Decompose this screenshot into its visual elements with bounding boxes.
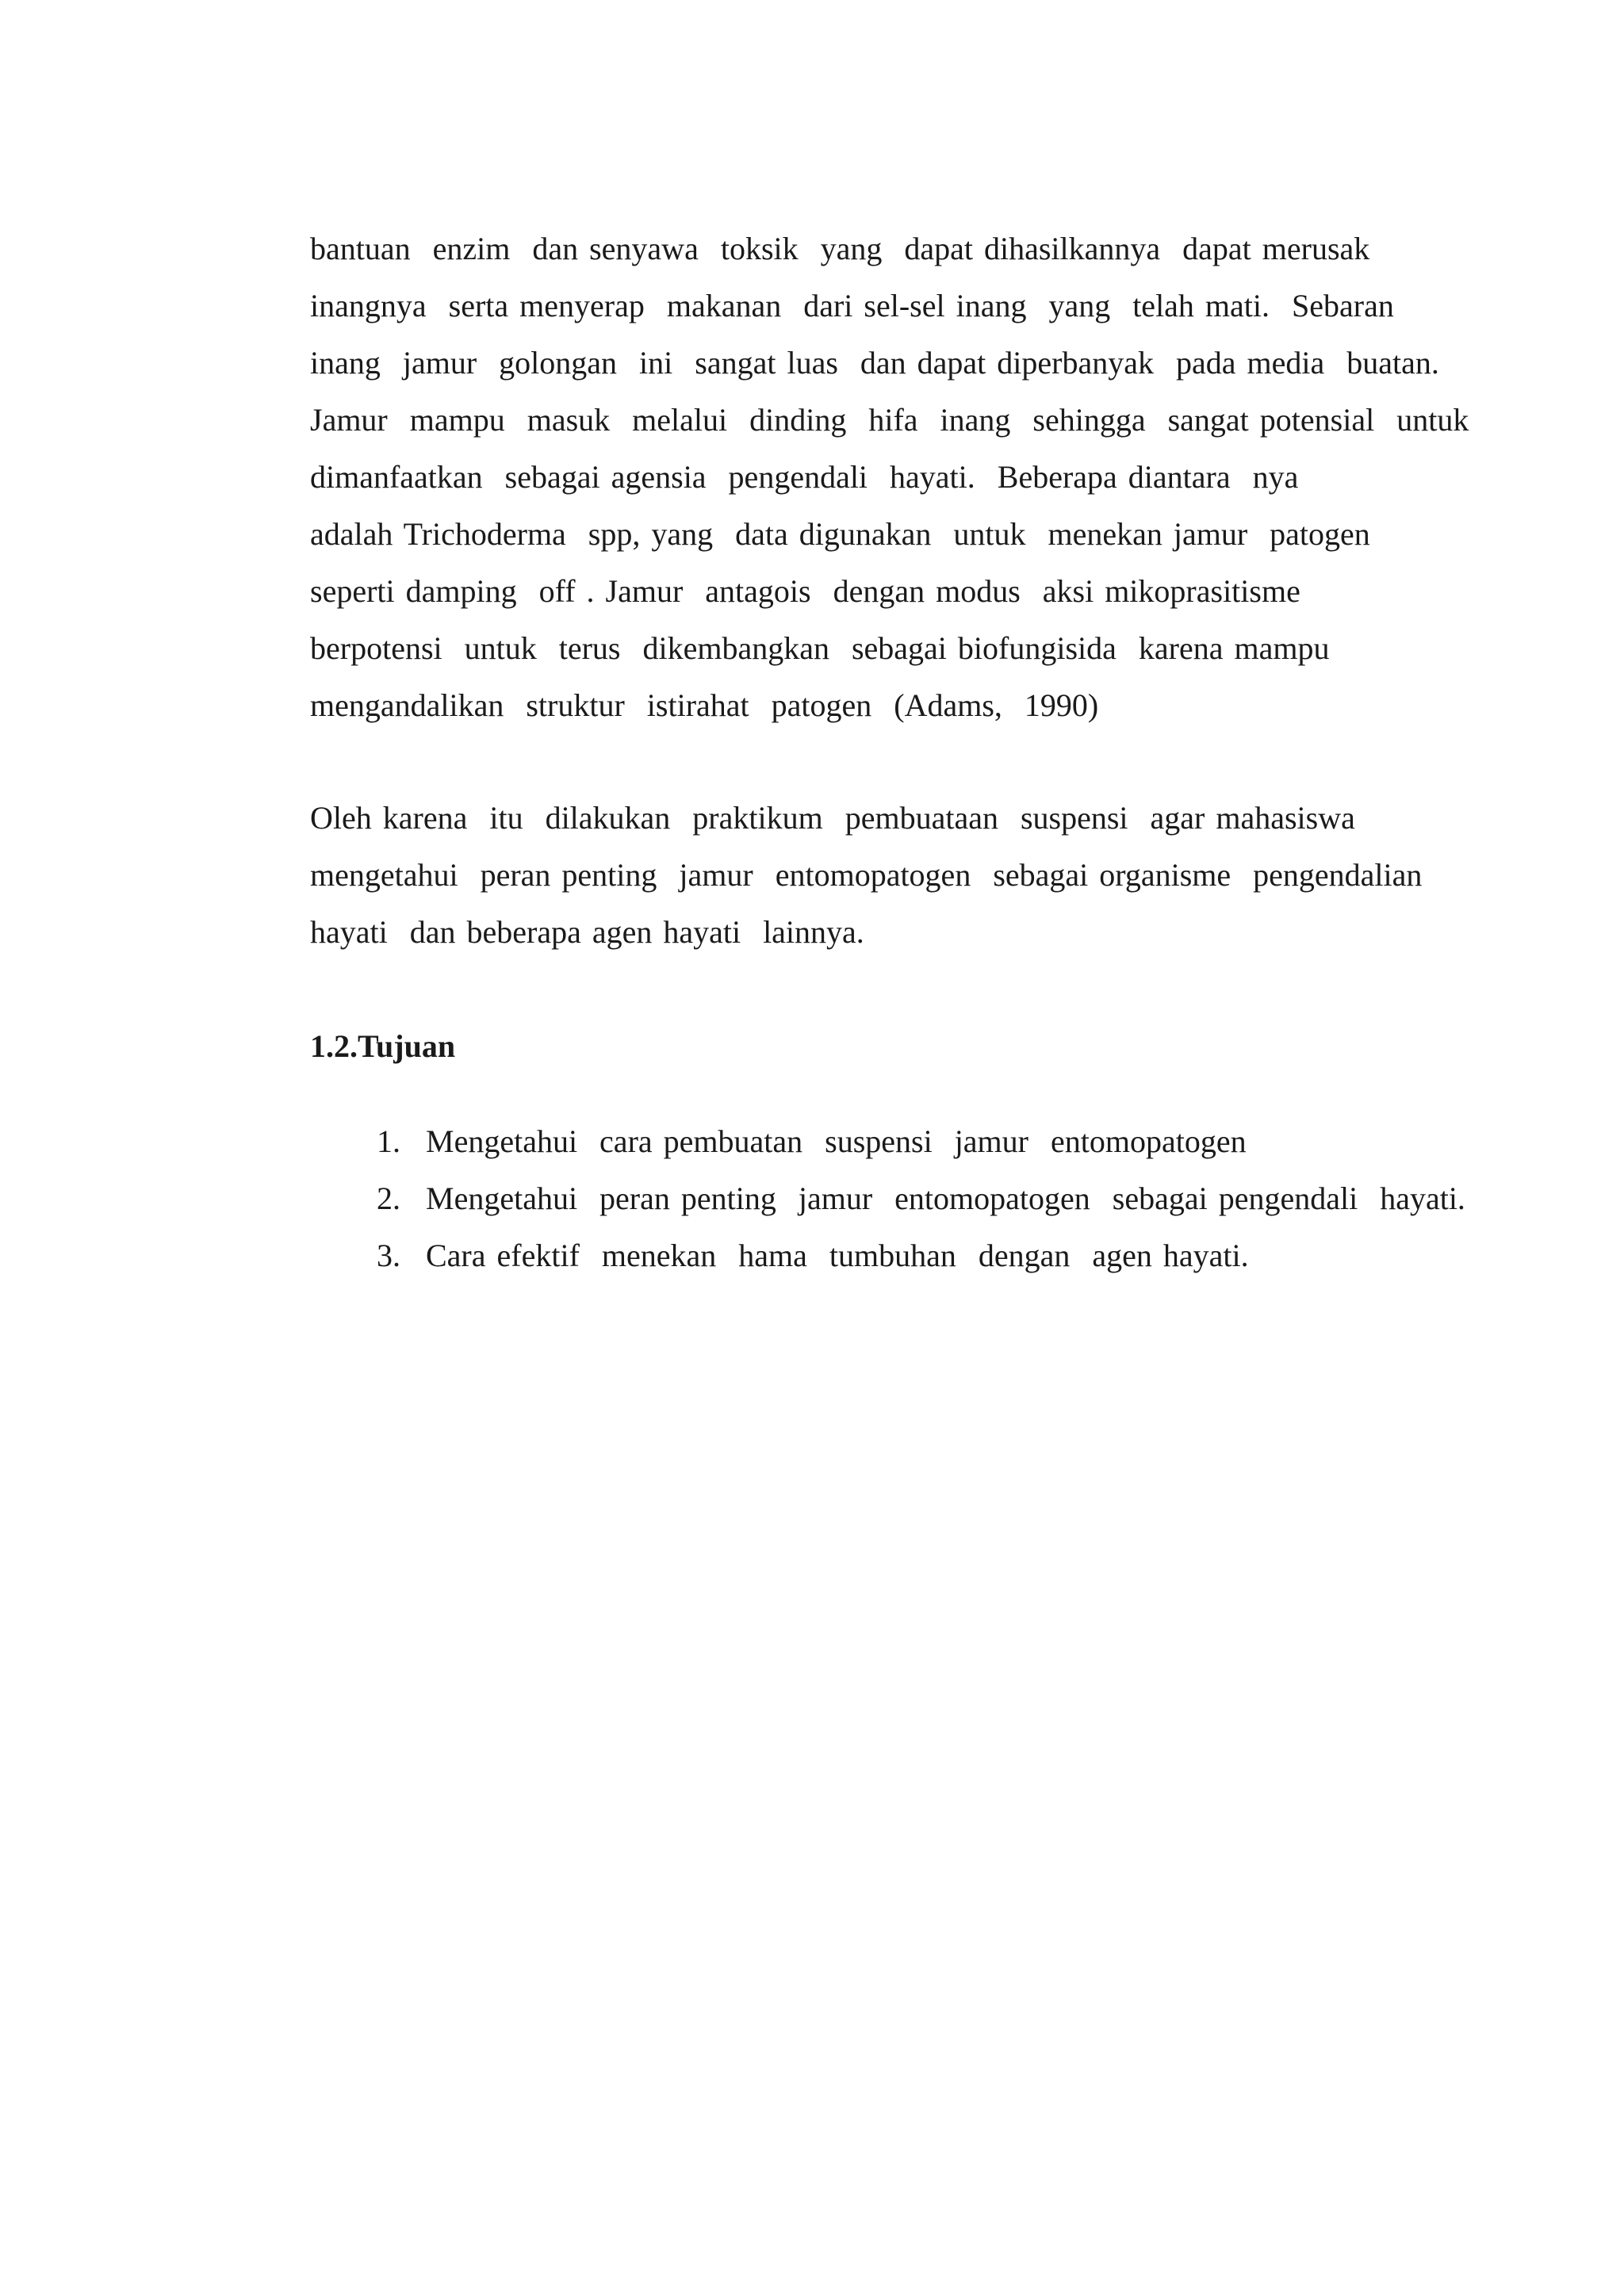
section-heading: 1.2.Tujuan xyxy=(310,1028,456,1064)
paragraph-line: mengetahui peran penting jamur entomopatogen sebagai organisme pengendalian xyxy=(310,857,1423,893)
paragraph-line: adalah Trichoderma spp, yang data digunakan untuk menekan jamur patogen xyxy=(310,516,1370,552)
paragraph-line: inangnya serta menyerap makanan dari sel-sel inang yang telah mati. Sebaran xyxy=(310,288,1394,323)
list-item-number: 2. xyxy=(377,1181,400,1216)
list-item-text: Cara efektif menekan hama tumbuhan dengan agen hayati. xyxy=(426,1238,1249,1273)
paragraph-line: bantuan enzim dan senyawa toksik yang dapat dihasilkannya dapat merusak xyxy=(310,231,1370,266)
paragraph-line: seperti damping off . Jamur antagois dengan modus aksi mikoprasitisme xyxy=(310,573,1300,609)
list-item-number: 1. xyxy=(377,1123,400,1159)
paragraph-line: dimanfaatkan sebagai agensia pengendali hayati. Beberapa diantara nya xyxy=(310,459,1299,495)
paragraph-line: mengandalikan struktur istirahat patogen (Adams, 1990) xyxy=(310,687,1099,723)
list-item xyxy=(310,1199,1249,1313)
paragraph-line: berpotensi untuk terus dikembangkan sebagai biofungisida karena mampu xyxy=(310,630,1330,666)
paragraph-line: Oleh karena itu dilakukan praktikum pembuataan suspensi agar mahasiswa xyxy=(310,800,1355,836)
list-item-text: Mengetahui peran penting jamur entomopatogen sebagai pengendali hayati. xyxy=(426,1181,1465,1216)
paragraph-line: inang jamur golongan ini sangat luas dan dapat diperbanyak pada media buatan. xyxy=(310,345,1439,381)
list-item-text: Mengetahui cara pembuatan suspensi jamur entomopatogen xyxy=(426,1123,1247,1159)
list-item-number: 3. xyxy=(377,1238,400,1273)
paragraph-line: Jamur mampu masuk melalui dinding hifa inang sehingga sangat potensial untuk xyxy=(310,402,1469,438)
paragraph-line: hayati dan beberapa agen hayati lainnya. xyxy=(310,914,864,950)
